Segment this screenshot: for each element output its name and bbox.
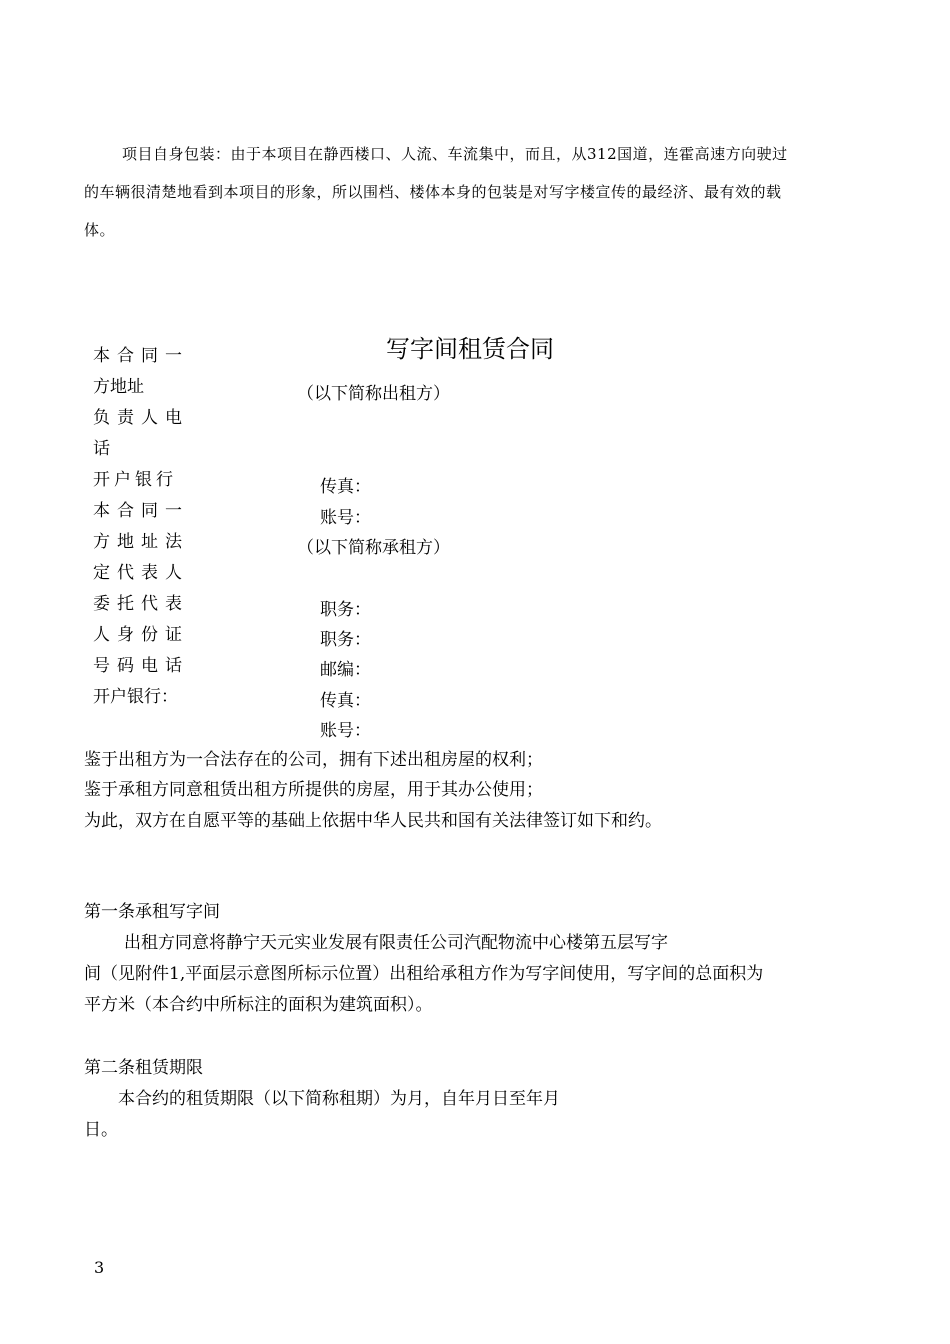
- left-line-11: 号码电话: [93, 656, 189, 676]
- article-1-line-3: 平方米（本合约中所标注的面积为建筑面积）。: [84, 995, 433, 1015]
- contract-title: 写字间租赁合同: [386, 335, 554, 363]
- lessor-note: （以下简称出租方）: [297, 384, 450, 404]
- left-line-2: 方地址: [93, 377, 144, 397]
- fax-label-1: 传真：: [320, 477, 371, 497]
- left-line-6: 本合同一: [93, 501, 189, 521]
- position-label-1: 职务：: [320, 600, 371, 620]
- article-1-line-1: 出租方同意将静宁天元实业发展有限责任公司汽配物流中心楼第五层写字: [124, 933, 668, 953]
- left-line-12: 开户银行：: [93, 687, 178, 707]
- intro-line-1: 项目自身包装：由于本项目在静西楼口、人流、车流集中，而且，从312国道，连霍高速方向驶过: [122, 145, 788, 163]
- intro-line-3: 体。: [84, 221, 116, 239]
- left-line-7: 方地址法: [93, 532, 189, 552]
- article-2-line-2: 日。: [84, 1120, 118, 1140]
- lessee-note: （以下简称承租方）: [297, 538, 450, 558]
- account-label-2: 账号：: [320, 721, 371, 741]
- intro-line-2: 的车辆很清楚地看到本项目的形象，所以围档、楼体本身的包装是对写字楼宣传的最经济、最有效的载: [84, 183, 782, 201]
- article-2-heading: 第二条租赁期限: [84, 1058, 203, 1078]
- left-line-4: 话: [93, 439, 117, 459]
- recital-1: 鉴于出租方为一合法存在的公司，拥有下述出租房屋的权利；: [84, 750, 543, 770]
- left-line-1: 本合同一: [93, 346, 189, 366]
- left-line-8: 定代表人: [93, 563, 189, 583]
- page-number: 3: [94, 1258, 105, 1277]
- fax-label-2: 传真：: [320, 691, 371, 711]
- recital-2: 鉴于承租方同意租赁出租方所提供的房屋，用于其办公使用；: [84, 780, 543, 800]
- left-line-10: 人身份证: [93, 625, 189, 645]
- article-2-line-1: 本合约的租赁期限（以下简称租期）为月，自年月日至年月: [118, 1089, 560, 1109]
- account-label-1: 账号：: [320, 508, 371, 528]
- position-label-2: 职务：: [320, 630, 371, 650]
- left-line-5: 开户银行: [93, 470, 177, 490]
- postcode-label: 邮编：: [320, 660, 371, 680]
- left-line-9: 委托代表: [93, 594, 189, 614]
- recital-3: 为此，双方在自愿平等的基础上依据中华人民共和国有关法律签订如下和约。: [84, 811, 662, 831]
- article-1-line-2: 间（见附件1,平面层示意图所标示位置）出租给承租方作为写字间使用，写字间的总面积为: [84, 964, 764, 984]
- left-line-3: 负责人电: [93, 408, 189, 428]
- article-1-heading: 第一条承租写字间: [84, 902, 220, 922]
